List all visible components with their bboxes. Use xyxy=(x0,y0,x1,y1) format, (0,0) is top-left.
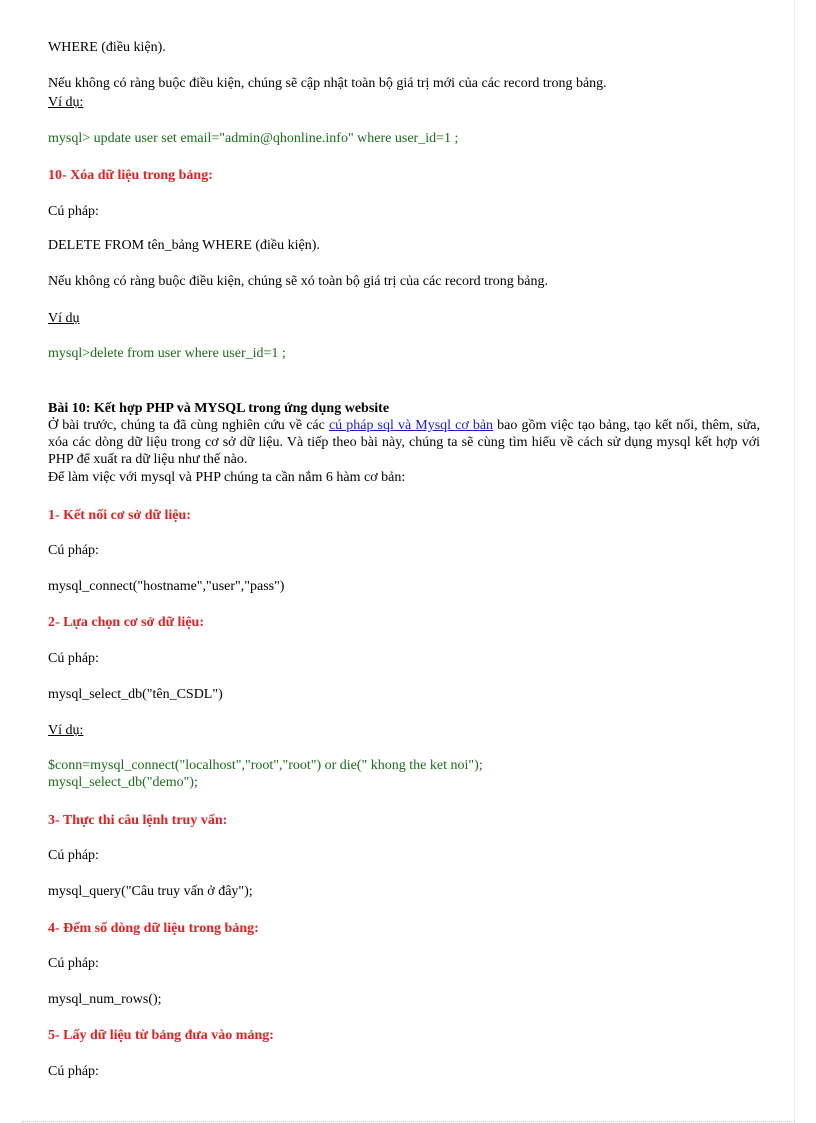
label-example: Ví dụ: xyxy=(48,723,84,738)
heading-select-db: 2- Lựa chọn cơ sở dữ liệu: xyxy=(48,615,204,630)
text-delete-note: Nếu không có ràng buộc điều kiện, chúng sẽ xó toàn bộ giá trị của các record trong bảng. xyxy=(48,274,548,289)
intro-text-after-link: bao gồm việc tạo bảng, tạo kết nối, thêm, sửa, xóa các dòng dữ liệu trong cơ sở dữ liệu. Và tiếp theo bài này, chúng ta sẽ cùng tìm hiểu về cách sử dụng mysql kết hợp với PHP để xuất ra dữ liệu như thế nào. xyxy=(48,418,761,467)
code-connect-example: $conn=mysql_connect("localhost","root","root") or die(" khong the ket noi"); xyxy=(48,758,483,773)
code-mysql-select-db: mysql_select_db("tên_CSDL") xyxy=(48,687,223,702)
code-mysql-connect: mysql_connect("hostname","user","pass") xyxy=(48,579,285,594)
lesson-title: Bài 10: Kết hợp PHP và MYSQL trong ứng dụng website xyxy=(48,401,390,416)
intro-text-before-link: Ở bài trước, chúng ta đã cùng nghiên cứu về các xyxy=(48,418,329,433)
heading-delete: 10- Xóa dữ liệu trong bảng: xyxy=(48,168,213,183)
label-syntax: Cú pháp: xyxy=(48,848,99,863)
heading-count-rows: 4- Đếm số dòng dữ liệu trong bảng: xyxy=(48,921,259,936)
label-syntax: Cú pháp: xyxy=(48,651,99,666)
label-syntax: Cú pháp: xyxy=(48,204,99,219)
page-margin-rule xyxy=(794,0,795,1123)
label-syntax: Cú pháp: xyxy=(48,1064,99,1079)
text-update-note: Nếu không có ràng buộc điều kiện, chúng sẽ cập nhật toàn bộ giá trị mới của các record trong bảng. xyxy=(48,76,607,91)
heading-run-query: 3- Thực thi câu lệnh truy vấn: xyxy=(48,813,228,828)
heading-fetch-array: 5- Lấy dữ liệu từ bảng đưa vào mảng: xyxy=(48,1028,274,1043)
text-intro-functions: Để làm việc với mysql và PHP chúng ta cần nắm 6 hàm cơ bản: xyxy=(48,470,406,485)
code-mysql-num-rows: mysql_num_rows(); xyxy=(48,992,162,1007)
link-sql-basics[interactable]: cú pháp sql và Mysql cơ bản xyxy=(328,418,494,433)
code-delete: mysql>delete from user where user_id=1 ; xyxy=(48,346,286,361)
text-where-condition: WHERE (điều kiện). xyxy=(48,40,166,55)
code-update: mysql> update user set email="admin@qhonline.info" where user_id=1 ; xyxy=(48,131,459,146)
page-bottom-rule xyxy=(22,1121,794,1122)
label-syntax: Cú pháp: xyxy=(48,543,99,558)
code-select-db-example: mysql_select_db("demo"); xyxy=(48,775,198,790)
heading-connect-db: 1- Kết nối cơ sở dữ liệu: xyxy=(48,508,191,523)
intro-paragraph xyxy=(48,417,760,468)
code-mysql-query: mysql_query("Câu truy vấn ở đây"); xyxy=(48,884,253,899)
label-example: Ví dụ: xyxy=(48,95,84,110)
label-example: Ví dụ xyxy=(48,311,80,326)
text-delete-statement: DELETE FROM tên_bảng WHERE (điều kiện). xyxy=(48,238,320,253)
label-syntax: Cú pháp: xyxy=(48,956,99,971)
